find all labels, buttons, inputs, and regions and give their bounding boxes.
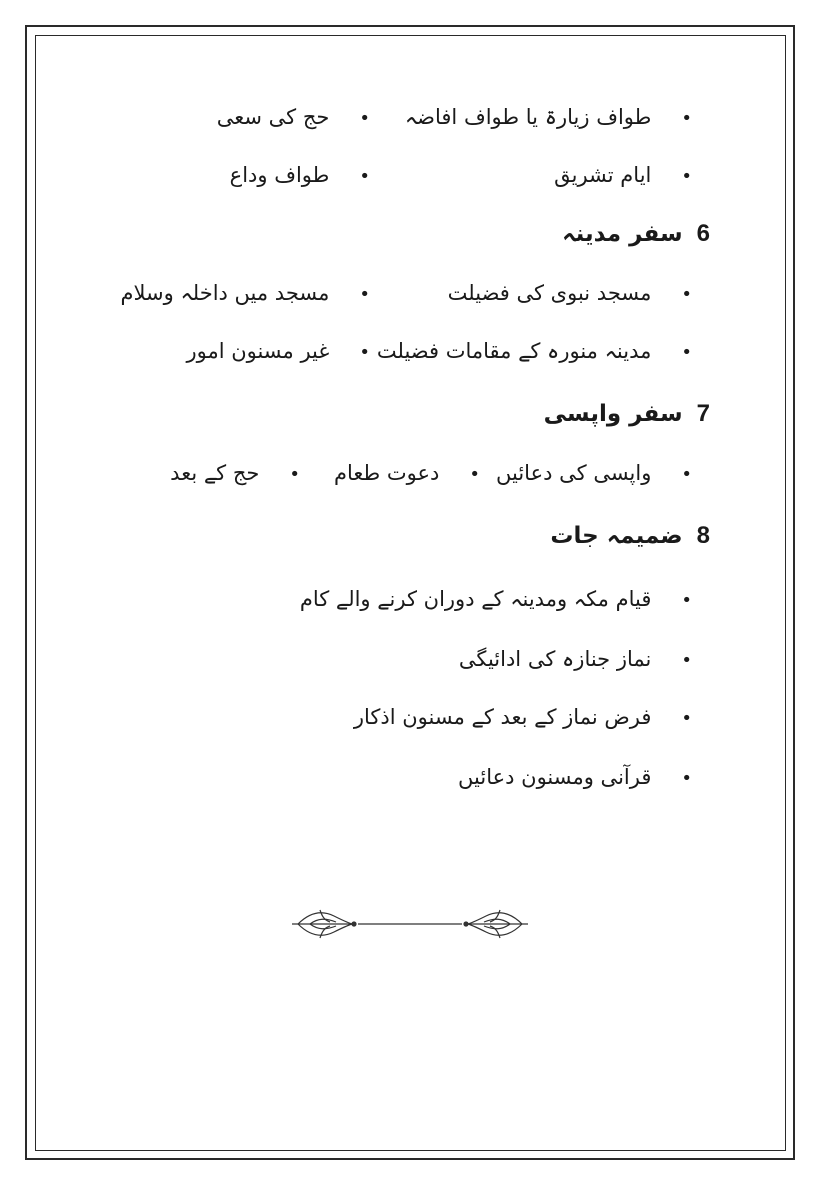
divider-ornament [290,900,530,948]
section-title: سفر واپسی [543,401,683,427]
section-title: ضمیمہ جات [550,523,683,549]
list-item: •حج کی سعی [216,105,370,129]
list-item: •ایام تشریق [554,163,692,187]
section-heading [544,398,710,430]
bullet: • [359,342,370,363]
section-heading [550,520,710,552]
bullet: • [469,464,480,485]
section-number: 8 [696,522,710,549]
bullet: • [681,342,692,363]
list-item: •حج کے بعد [170,461,300,485]
list-item: •نماز جنازہ کی ادائیگی [458,647,692,671]
section-number: 6 [696,220,710,247]
bullet: • [681,464,692,485]
list-item: •مدینہ منورہ کے مقامات فضیلت [376,339,692,363]
bullet: • [681,284,692,305]
bullet: • [681,708,692,729]
list-item: •قرآنی ومسنون دعائیں [458,765,692,789]
list-item: •قیام مکہ ومدینہ کے دوران کرنے والے کام [299,587,692,611]
bullet: • [681,108,692,129]
bullet: • [359,284,370,305]
section-heading [562,218,710,250]
bullet: • [681,590,692,611]
list-item: •مسجد نبوی کی فضیلت [447,281,692,305]
list-item: •طواف زیارۃ یا طواف افاضہ [404,105,692,129]
section-title: سفر مدینہ [562,221,683,247]
list-item: •واپسی کی دعائیں [496,461,692,485]
section-number: 7 [696,400,710,427]
list-item: •غیر مسنون امور [186,339,370,363]
bullet: • [289,464,300,485]
list-item: •فرض نماز کے بعد کے مسنون اذکار [353,705,692,729]
bullet: • [359,108,370,129]
bullet: • [359,166,370,187]
list-item: •طواف وداع [229,163,370,187]
bullet: • [681,166,692,187]
list-item: •مسجد میں داخلہ وسلام [120,281,370,305]
list-item: •دعوت طعام [333,461,480,485]
bullet: • [681,650,692,671]
bullet: • [681,768,692,789]
